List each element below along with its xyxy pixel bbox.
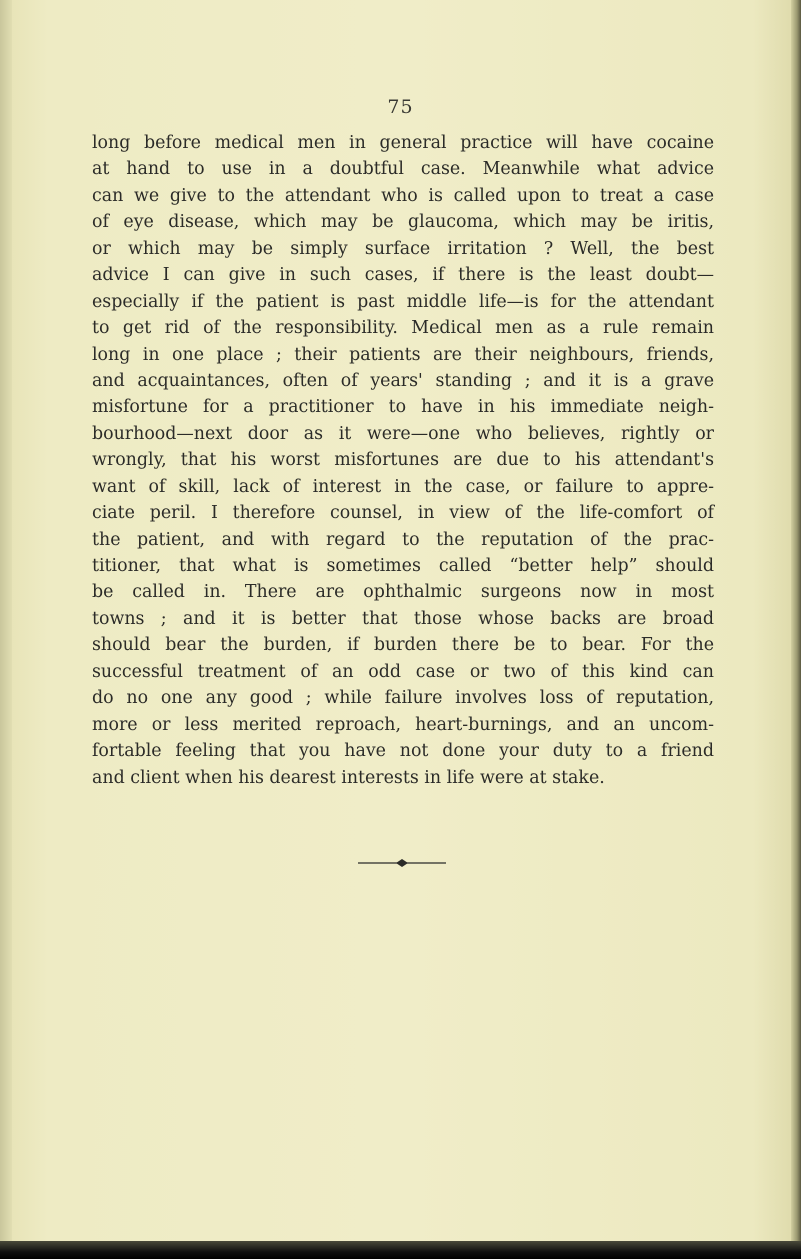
text-line: more or less merited reproach, heart-burnings, and an uncom-: [92, 714, 714, 735]
body-paragraph: [92, 130, 714, 791]
text-line: long in one place ; their patients are their neighbours, friends,: [92, 344, 714, 365]
text-line: and acquaintances, often of years' standing ; and it is a grave: [92, 370, 714, 391]
ornament-diamond-icon: [396, 859, 408, 867]
text-line: successful treatment of an odd case or two of this kind can: [92, 661, 714, 682]
text-line: especially if the patient is past middle life—is for the attendant: [92, 291, 714, 312]
page-bottom-edge: [0, 1241, 801, 1259]
text-line: bourhood—next door as it were—one who believes, rightly or: [92, 423, 714, 444]
page-number: 75: [387, 96, 414, 118]
section-end-ornament: [358, 856, 446, 870]
text-line: and client when his dearest interests in life were at stake.: [92, 767, 605, 788]
text-line: of eye disease, which may be glaucoma, which may be iritis,: [92, 212, 714, 233]
text-line: titioner, that what is sometimes called “better help” should: [92, 556, 714, 576]
text-line: at hand to use in a doubtful case. Meanwhile what advice: [92, 159, 714, 180]
text-line: misfortune for a practitioner to have in his immediate neigh-: [92, 397, 714, 418]
text-line: can we give to the attendant who is called upon to treat a case: [92, 185, 714, 206]
text-line: or which may be simply surface irritation ? Well, the best: [92, 238, 714, 259]
text-line: wrongly, that his worst misfortunes are due to his attendant's: [92, 450, 714, 471]
text-line: want of skill, lack of interest in the case, or failure to appre-: [92, 476, 714, 497]
text-line: towns ; and it is better that those whose backs are broad: [92, 608, 714, 629]
text-line: fortable feeling that you have not done your duty to a friend: [92, 741, 714, 762]
page-right-edge: [791, 0, 801, 1259]
text-line: advice I can give in such cases, if there is the least doubt—: [92, 265, 714, 286]
text-line: be called in. There are ophthalmic surgeons now in most: [92, 582, 714, 603]
text-line: to get rid of the responsibility. Medical men as a rule remain: [92, 318, 714, 339]
text-line: do no one any good ; while failure involves loss of reputation,: [92, 688, 714, 709]
text-line: should bear the burden, if burden there be to bear. For the: [92, 635, 714, 656]
text-line: ciate peril. I therefore counsel, in view of the life-comfort of: [92, 503, 714, 524]
text-line: the patient, and with regard to the reputation of the prac-: [92, 529, 714, 550]
page-left-edge: [0, 0, 12, 1259]
text-line: long before medical men in general practice will have cocaine: [92, 133, 714, 153]
